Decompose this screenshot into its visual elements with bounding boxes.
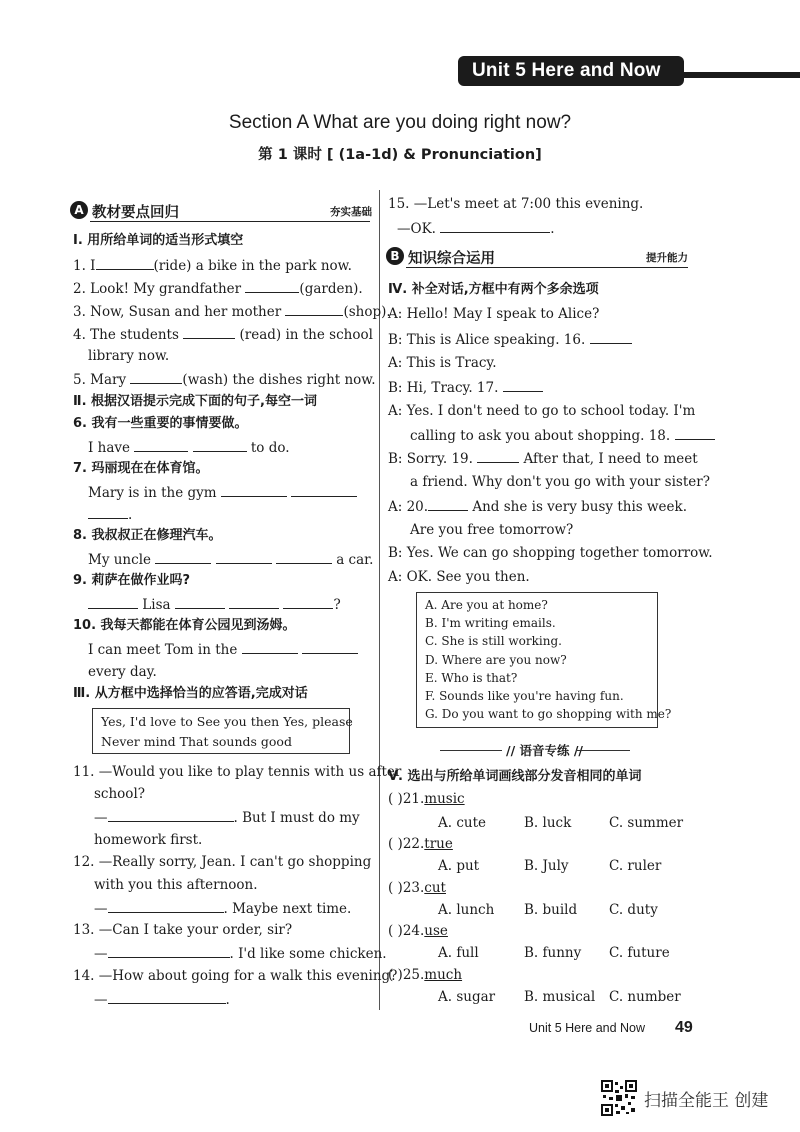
phonics-option-b[interactable]: B. build bbox=[524, 902, 578, 918]
phonics-question[interactable]: ( )22.true bbox=[388, 836, 453, 852]
answer-blank[interactable] bbox=[590, 330, 632, 344]
question-12-cont: with you this afternoon. bbox=[94, 877, 258, 893]
word-bank-line: Never mind That sounds good bbox=[101, 734, 292, 749]
banner-rule bbox=[684, 72, 800, 78]
question-7: Mary is in the gym bbox=[88, 483, 357, 502]
question-14: 14. —How about going for a walk this evening? bbox=[73, 968, 398, 984]
question-9-chinese: 9. 莉萨在做作业吗? bbox=[73, 573, 191, 588]
answer-blank[interactable] bbox=[291, 483, 357, 497]
footer-unit: Unit 5 Here and Now bbox=[529, 1021, 646, 1035]
question-7-chinese: 7. 玛丽现在在体育馆。 bbox=[73, 461, 209, 476]
dialogue-line: B: Hi, Tracy. 17. bbox=[388, 378, 543, 397]
answer-blank[interactable] bbox=[216, 550, 272, 564]
dialogue-line: A: Yes. I don't need to go to school today. I'm bbox=[388, 403, 696, 419]
answer-blank[interactable] bbox=[130, 370, 182, 384]
answer-blank[interactable] bbox=[242, 640, 298, 654]
answer-blank[interactable] bbox=[221, 483, 287, 497]
question-10: I can meet Tom in the bbox=[88, 640, 358, 659]
answer-blank[interactable] bbox=[96, 256, 154, 270]
question-15: 15. —Let's meet at 7:00 this evening. bbox=[388, 196, 644, 212]
phonics-question[interactable]: ( )24.use bbox=[388, 923, 448, 939]
part-b-header bbox=[386, 247, 688, 269]
phonics-option-a[interactable]: A. full bbox=[438, 945, 479, 961]
answer-blank[interactable] bbox=[245, 279, 299, 293]
question-12-answer: — . Maybe next time. bbox=[94, 901, 352, 917]
word-bank-line: Yes, I'd love to See you then Yes, please bbox=[101, 714, 353, 729]
question-12: 12. —Really sorry, Jean. I can't go shopping bbox=[73, 854, 372, 870]
answer-blank[interactable] bbox=[276, 550, 332, 564]
phonics-option-a[interactable]: A. lunch bbox=[438, 902, 495, 918]
part-3-title: Ⅲ. 从方框中选择恰当的应答语,完成对话 bbox=[73, 686, 308, 701]
section-title: Section A What are you doing right now? bbox=[228, 112, 572, 133]
dialogue-line: A: This is Tracy. bbox=[388, 355, 497, 371]
answer-blank[interactable] bbox=[155, 550, 211, 564]
answer-blank[interactable] bbox=[108, 808, 234, 822]
answer-blank[interactable] bbox=[229, 595, 279, 609]
question-8: My uncle a car. bbox=[88, 552, 374, 568]
question-7-cont: . bbox=[88, 505, 132, 524]
question-9: Lisa ? bbox=[88, 595, 341, 614]
phonics-option-c[interactable]: C. summer bbox=[609, 815, 684, 831]
option-c: C. She is still working. bbox=[425, 634, 562, 649]
unit-banner: Unit 5 Here and Now bbox=[458, 56, 684, 86]
question-2: 2. Look! My grandfather (garden). bbox=[73, 281, 363, 297]
answer-blank[interactable] bbox=[675, 426, 715, 440]
option-b: B. I'm writing emails. bbox=[425, 616, 556, 631]
phonics-option-c[interactable]: C. future bbox=[609, 945, 670, 961]
qr-code-icon bbox=[601, 1080, 637, 1116]
part-2-title: Ⅱ. 根据汉语提示完成下面的句子,每空一词 bbox=[73, 394, 317, 409]
answer-blank[interactable] bbox=[108, 899, 224, 913]
question-11-cont2: homework first. bbox=[94, 832, 203, 848]
dialogue-line: a friend. Why don't you go with your sister? bbox=[410, 474, 710, 490]
part-a-badge: A bbox=[70, 201, 88, 219]
word-bank-box bbox=[92, 708, 353, 754]
dialogue-line: A: OK. See you then. bbox=[388, 569, 530, 585]
phonics-option-a[interactable]: A. sugar bbox=[438, 989, 496, 1005]
part-b-title: 知识综合运用 bbox=[408, 251, 495, 267]
part-a-rule bbox=[90, 221, 370, 222]
phonics-question[interactable]: ( )25.much bbox=[388, 967, 463, 983]
answer-blank[interactable] bbox=[285, 302, 343, 316]
phonics-option-c[interactable]: C. ruler bbox=[609, 858, 662, 874]
question-11-answer: — . But I must do my bbox=[94, 810, 360, 826]
dialogue-line: Are you free tomorrow? bbox=[410, 522, 574, 538]
dialogue-line: B: Sorry. 19. After that, I need to meet bbox=[388, 451, 698, 467]
part-a-tag: 夯实基础 bbox=[330, 206, 372, 218]
phonics-question[interactable]: ( )21.music bbox=[388, 791, 465, 807]
rule-right bbox=[576, 750, 630, 751]
question-8-chinese: 8. 我叔叔正在修理汽车。 bbox=[73, 528, 222, 543]
answer-blank[interactable] bbox=[428, 497, 468, 511]
part-5-title: Ⅴ. 选出与所给单词画线部分发音相同的单词 bbox=[388, 769, 642, 784]
phonics-option-b[interactable]: B. July bbox=[524, 858, 569, 874]
answer-blank[interactable] bbox=[108, 944, 230, 958]
option-f: F. Sounds like you're having fun. bbox=[425, 689, 624, 704]
option-d: D. Where are you now? bbox=[425, 652, 567, 667]
question-14-answer: — . bbox=[94, 992, 230, 1008]
dialogue-line: B: This is Alice speaking. 16. bbox=[388, 330, 632, 349]
phonics-label-text: // 语音专练 // bbox=[506, 743, 583, 758]
answer-blank[interactable] bbox=[283, 595, 333, 609]
part-b-tag: 提升能力 bbox=[646, 252, 688, 264]
question-6-chinese: 6. 我有一些重要的事情要做。 bbox=[73, 416, 248, 431]
part-b-badge: B bbox=[386, 247, 404, 265]
question-11-cont: school? bbox=[94, 786, 145, 802]
answer-blank[interactable] bbox=[477, 449, 519, 463]
answer-blank[interactable] bbox=[302, 640, 358, 654]
question-4: 4. The students (read) in the school bbox=[73, 327, 373, 343]
options-box bbox=[416, 592, 672, 728]
answer-blank[interactable] bbox=[88, 505, 128, 519]
question-10-cont: every day. bbox=[88, 664, 157, 680]
question-13: 13. —Can I take your order, sir? bbox=[73, 922, 293, 938]
question-1: 1. I (ride) a bike in the park now. bbox=[73, 258, 352, 274]
answer-blank[interactable] bbox=[440, 219, 550, 233]
question-15-answer: —OK. . bbox=[397, 221, 555, 237]
lesson-title: 第 1 课时 [ (1a-1d) & Pronunciation] bbox=[258, 147, 542, 163]
option-e: E. Who is that? bbox=[425, 670, 518, 685]
scanner-watermark: 扫描全能王 创建 bbox=[644, 1091, 769, 1111]
part-b-rule bbox=[406, 267, 688, 268]
question-4-cont: library now. bbox=[88, 348, 170, 364]
answer-blank[interactable] bbox=[108, 990, 226, 1004]
part-1-title: Ⅰ. 用所给单词的适当形式填空 bbox=[73, 233, 244, 248]
phonics-option-a[interactable]: A. cute bbox=[438, 815, 487, 831]
phonics-option-b[interactable]: B. musical bbox=[524, 989, 596, 1005]
phonics-option-c[interactable]: C. number bbox=[609, 989, 681, 1005]
option-a: A. Are you at home? bbox=[425, 598, 548, 612]
question-3: 3. Now, Susan and her mother (shop). bbox=[73, 304, 391, 320]
dialogue-line: A: Hello! May I speak to Alice? bbox=[388, 306, 600, 322]
answer-blank[interactable] bbox=[183, 325, 235, 339]
dialogue-line: calling to ask you about shopping. 18. bbox=[410, 426, 715, 445]
part-a-title: 教材要点回归 bbox=[92, 205, 179, 221]
answer-blank[interactable] bbox=[175, 595, 225, 609]
option-g: G. Do you want to go shopping with me? bbox=[425, 707, 672, 722]
answer-blank[interactable] bbox=[134, 438, 188, 452]
dialogue-line: B: Yes. We can go shopping together tomorrow. bbox=[388, 545, 713, 561]
question-6: I have to do. bbox=[88, 440, 290, 456]
question-13-answer: — . I'd like some chicken. bbox=[94, 946, 387, 962]
part-4-title: Ⅳ. 补全对话,方框中有两个多余选项 bbox=[388, 282, 599, 297]
dialogue-line: A: 20. And she is very busy this week. bbox=[388, 499, 688, 515]
phonics-option-b[interactable]: B. funny bbox=[524, 945, 582, 961]
part-a-header bbox=[70, 201, 372, 223]
phonics-option-a[interactable]: A. put bbox=[438, 858, 480, 874]
question-10-chinese: 10. 我每天都能在体育公园见到汤姆。 bbox=[73, 618, 296, 633]
phonics-question[interactable]: ( )23.cut bbox=[388, 880, 446, 896]
phonics-label bbox=[440, 741, 630, 759]
phonics-option-b[interactable]: B. luck bbox=[524, 815, 572, 831]
question-5: 5. Mary (wash) the dishes right now. bbox=[73, 372, 376, 388]
page-number: 49 bbox=[675, 1019, 693, 1036]
question-11: 11. —Would you like to play tennis with us after bbox=[73, 764, 402, 780]
answer-blank[interactable] bbox=[193, 438, 247, 452]
phonics-option-c[interactable]: C. duty bbox=[609, 902, 658, 918]
answer-blank[interactable] bbox=[503, 378, 543, 392]
answer-blank[interactable] bbox=[88, 595, 138, 609]
rule-left bbox=[440, 750, 502, 751]
